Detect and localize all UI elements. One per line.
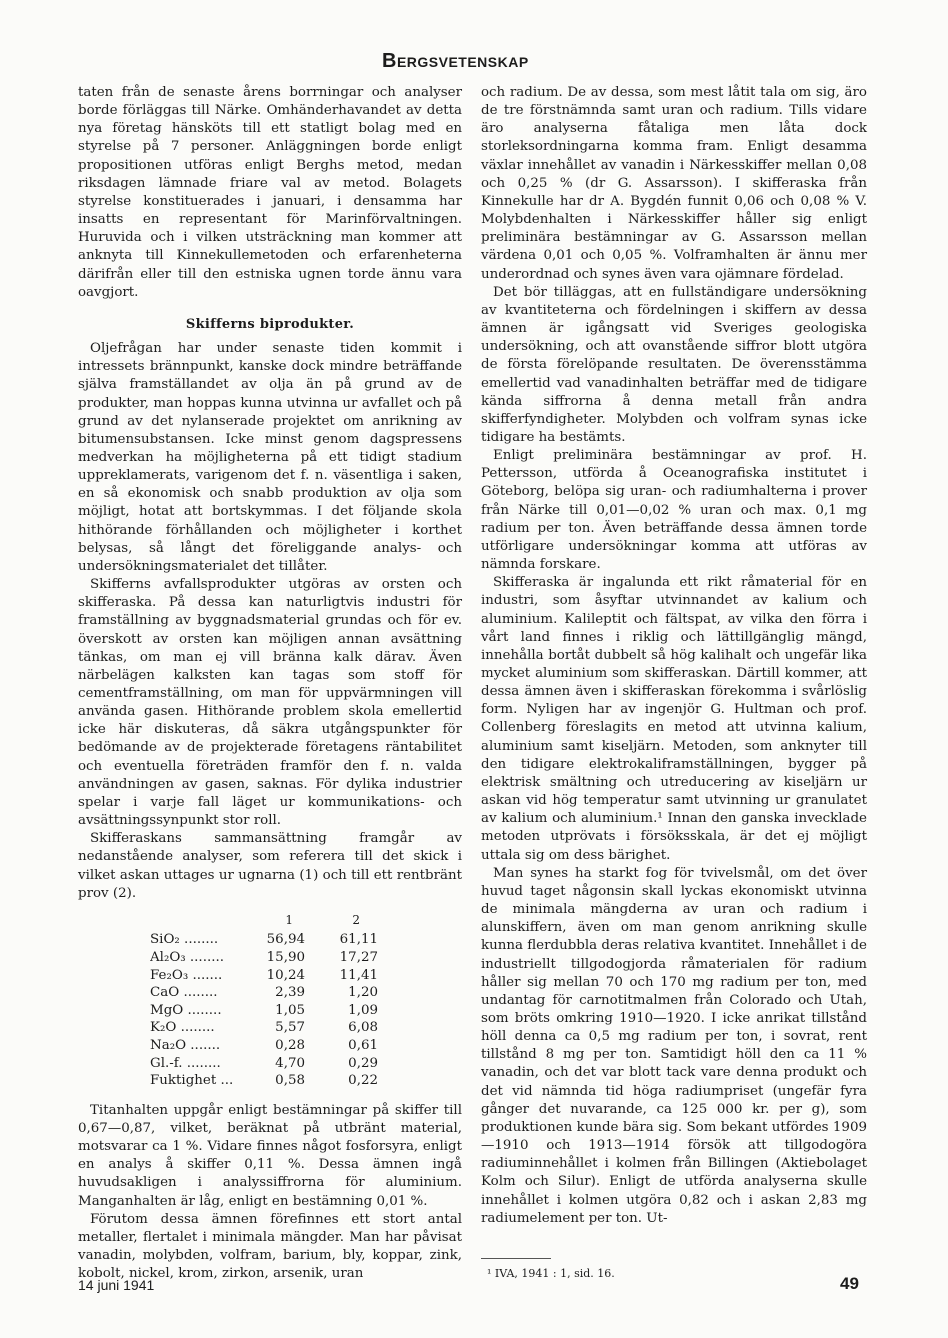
- journal-header: Bergsvetenskap: [382, 50, 529, 72]
- component-name: Fe₂O₃ .......: [150, 967, 223, 983]
- component-name: Fuktighet ...: [150, 1073, 234, 1089]
- table-row: [150, 967, 378, 985]
- value-sample-1: 0,28: [275, 1038, 305, 1054]
- value-sample-2: 1,09: [348, 1002, 378, 1018]
- value-sample-2: 11,41: [339, 967, 378, 983]
- value-sample-2: 17,27: [339, 950, 378, 966]
- value-sample-2: 0,29: [348, 1055, 378, 1071]
- column-header-2: 2: [352, 912, 360, 927]
- value-sample-1: 56,94: [266, 932, 305, 948]
- value-sample-1: 5,57: [275, 1020, 305, 1036]
- value-sample-1: 1,05: [275, 1002, 305, 1018]
- paragraph: och radium. De av dessa, som mest låtit tala om sig, äro de tre förstnämnda samt uran och radium. Tills vidare äro analyserna fåtaliga men låta dock storleksordningarna komma fram. Enligt desamma växlar innehållet av vanadin i Närkesskiffer mellan 0,08 och 0,25 % (dr G. Assarsson). I skifferaska från Kinnekulle har dr A. Bygdén funnit 0,06 och 0,08 % V. Molybdenhalten i Närkesskiffer håller sig enligt preliminära bestämningar av G. Assarsson mellan värdena 0,01 och 0,05 %. Volframhalten är ännu mer underordnad och synes även vara ojämnare fördelad.: [481, 85, 867, 282]
- table-row: [150, 1002, 378, 1020]
- value-sample-1: 4,70: [275, 1055, 305, 1071]
- table-row: [150, 1072, 378, 1090]
- paragraph: Skifferns avfallsprodukter utgöras av orsten och skifferaska. På dessa kan naturligtvis industri för framställning av byggnadsmaterial grundas och för ev. överskott av orsten kan möjligen annan avsättning tänkas, om man ej vill bränna kalk därav. Även närbelägen kalksten kan tagas som stoff för cementframställning, om man för uppvärmningen vill använda gasen. Hithörande problem skola emellertid icke här diskuteras, då säkra utgångspunkter för bedömande av de projekterade företagens räntabilitet och eventuella företräden framför den f. n. valda användningen av gasen, saknas. För dylika industrier spelar i varje fall läget ur kommunikations- och avsättningssynpunkt stor roll.: [78, 577, 462, 829]
- right-column: [481, 84, 867, 1283]
- component-name: K₂O ........: [150, 1020, 215, 1036]
- component-name: Gl.-f. ........: [150, 1055, 221, 1071]
- issue-date: 14 juni 1941: [78, 1277, 155, 1293]
- left-column: [78, 84, 462, 1283]
- footnote: ¹ IVA, 1941 : 1, sid. 16.: [487, 1266, 615, 1280]
- paragraph: Titanhalten uppgår enligt bestämningar på skiffer till 0,67—0,87, vilket, beräknat på utbränt material, motsvarar ca 1 %. Vidare finnes något fosforsyra, enligt en analys å skiffer 0,11 %. Dessa ämnen ingå huvudsakligen i analyssiffrorna för aluminium. Manganhalten är låg, enligt en bestämning 0,01 %.: [78, 1102, 462, 1209]
- value-sample-1: 0,58: [275, 1073, 305, 1089]
- table-row: [150, 1055, 378, 1073]
- paragraph: Enligt preliminära bestämningar av prof. H. Pettersson, utförda å Oceanografiska institutet i Göteborg, belöpa sig uran- och radiumhalterna i prover från Närke till 0,01—0,02 % uran och max. 0,1 mg radium per ton. Även beträffande dessa ämnen torde utförligare undersökningar komma att utföras av nämnda forskare.: [481, 448, 867, 573]
- paragraph: Oljefrågan har under senaste tiden kommit i intressets brännpunkt, kanske dock mindre beträffande själva framställandet av olja än på grund av de produkter, man hoppas kunna utvinna ur avfallet och på grund av det nylanserade projektet om anrikning av bitumensubstansen. Icke minst genom dagspressens medverkan ha möjligheterna på ett tidigt stadium uppreklamerats, varigenom det f. n. väsentliga i saken, en så ekonomisk och snabb produktion av olja som möjligt, hotat att bortskymmas. I det följande skola hithörande förhållanden och möjligheter i korthet belysas, så långt det föreliggande analys- och undersökningsmaterialet det tillåter.: [78, 341, 462, 574]
- table-row: [150, 949, 378, 967]
- column-header-1: 1: [285, 912, 293, 927]
- value-sample-2: 61,11: [339, 932, 378, 948]
- paragraph: Det bör tilläggas, att en fullständigare undersökning av kvantiteterna och fördelningen i skiffern av dessa ämnen är igångsatt vid Sveriges geologiska undersökning, och att ovanstående siffror blott utgöra de första förelöpande resultaten. De överensstämma emellertid vad vanadinhalten beträffar med de tidigare kända siffrorna å denna metall från andra skifferfyndigheter. Molybden och volfram synas icke tidigare ha bestämts.: [481, 284, 867, 445]
- value-sample-2: 6,08: [348, 1020, 378, 1036]
- value-sample-2: 0,61: [348, 1038, 378, 1054]
- component-name: CaO ........: [150, 985, 218, 1001]
- table-row: [150, 984, 378, 1002]
- paragraph: Skifferaska är ingalunda ett rikt råmaterial för en industri, som åsyftar utvinnandet av kalium och aluminium. Kalileptit och fältspat, av vilka den förra i vårt land finnes i riklig och lättillgänglig mängd, innehålla bortåt dubbelt så hög kalihalt och ungefär lika mycket aluminium som skifferaskan. Därtill kommer, att dessa ämnen även i skifferaskan förekomma i svårlöslig form. Nyligen har av ingenjör G. Hultman och prof. Collenberg föreslagits en metod att utvinna kalium, aluminium samt kiseljärn. Metoden, som anknyter till den tidigare elektrokaliframställningen, bygger på elektrisk smältning och utreducering av kiseljärn ur askan vid hög temperatur samt utvinning ur granulatet av kalium och aluminium.¹ Innan den ganska invecklade metoden utprövats i försöksskala, är det ej möjligt uttala sig om dess bärighet.: [481, 575, 867, 863]
- paragraph: Man synes ha starkt fog för tvivelsmål, om det över huvud taget någonsin skall lyckas ekonomiskt utvinna de minimala mängderna av uran och radium i alunskiffern, även om man genom anrikning skulle kunna flerdubbla deras relativa kvantitet. Innehållet i de industriellt tillgodogjorda råmaterialen för radium håller sig mellan 70 och 170 mg radium per ton, med undantag för carnotitmalmen från Colorado och Utah, som bröts omkring 1910—1920. I icke anrikat tillstånd höll denna ca 0,5 mg radium per ton, i sovrat, rent tillstånd 8 mg per ton. Samtidigt höll den ca 11 % vanadin, och det var blott tack vare denna produkt och det vid nämnda tid höga radiumpriset (ungefär fyra gånger det nuvarande, ca 125 000 kr. per g), som produktionen kunde bära sig. Som bekant utfördes 1909—1910 och 1913—1914 försök att tillgodogöra radiuminnehållet i kolmen från Billingen (Aktiebolaget Kolm och Silur). Enligt de utförda analyserna skulle innehållet i kolmen utgöra 0,82 och i askan 2,83 mg radiumelement per ton. Ut-: [481, 865, 867, 1226]
- value-sample-2: 0,22: [348, 1073, 378, 1089]
- paragraph: Förutom dessa ämnen förefinnes ett stort antal metaller, flertalet i minimala mängder. Man har påvisat vanadin, molybden, volfram, barium, bly, koppar, zink, kobolt, nickel, krom, zirkon, arsenik, uran: [78, 1211, 462, 1282]
- paragraph: taten från de senaste årens borrningar och analyser borde förläggas till Närke. Omhänderhavandet av detta nya företag hänsköts till ett statligt bolag med en styrelse på 7 personer. Anläggningen borde enligt propositionen utföras enligt Berghs metod, medan riksdagen lämnade friare val av metod. Bolagets styrelse konstituerades i januari, i densamma har insatts en representant för Marinförvaltningen. Huruvida och i vilken utsträckning man kommer att anknyta till Kinnekullemetoden och erfarenheterna därifrån eller till den estniska ugnen torde ännu vara oavgjort.: [78, 85, 462, 300]
- table-row: [150, 931, 378, 949]
- value-sample-2: 1,20: [348, 985, 378, 1001]
- table-row: [150, 1019, 378, 1037]
- table-row: [150, 1037, 378, 1055]
- section-subheading: Skifferns biprodukter.: [185, 316, 355, 332]
- component-name: SiO₂ ........: [150, 932, 219, 948]
- ash-composition-table: [150, 911, 378, 1090]
- footnote-divider: [481, 1258, 551, 1259]
- component-name: Na₂O .......: [150, 1038, 221, 1054]
- value-sample-1: 2,39: [275, 985, 305, 1001]
- table-header-row: [150, 911, 378, 932]
- component-name: Al₂O₃ ........: [150, 950, 224, 966]
- value-sample-1: 10,24: [266, 967, 305, 983]
- paragraph: Skifferaskans sammansättning framgår av nedanstående analyser, som referera till det skick i vilket askan uttages ur ugnarna (1) och till ett rentbränt prov (2).: [78, 831, 462, 901]
- component-name: MgO ........: [150, 1002, 222, 1018]
- value-sample-1: 15,90: [266, 950, 305, 966]
- page-number: 49: [840, 1274, 859, 1293]
